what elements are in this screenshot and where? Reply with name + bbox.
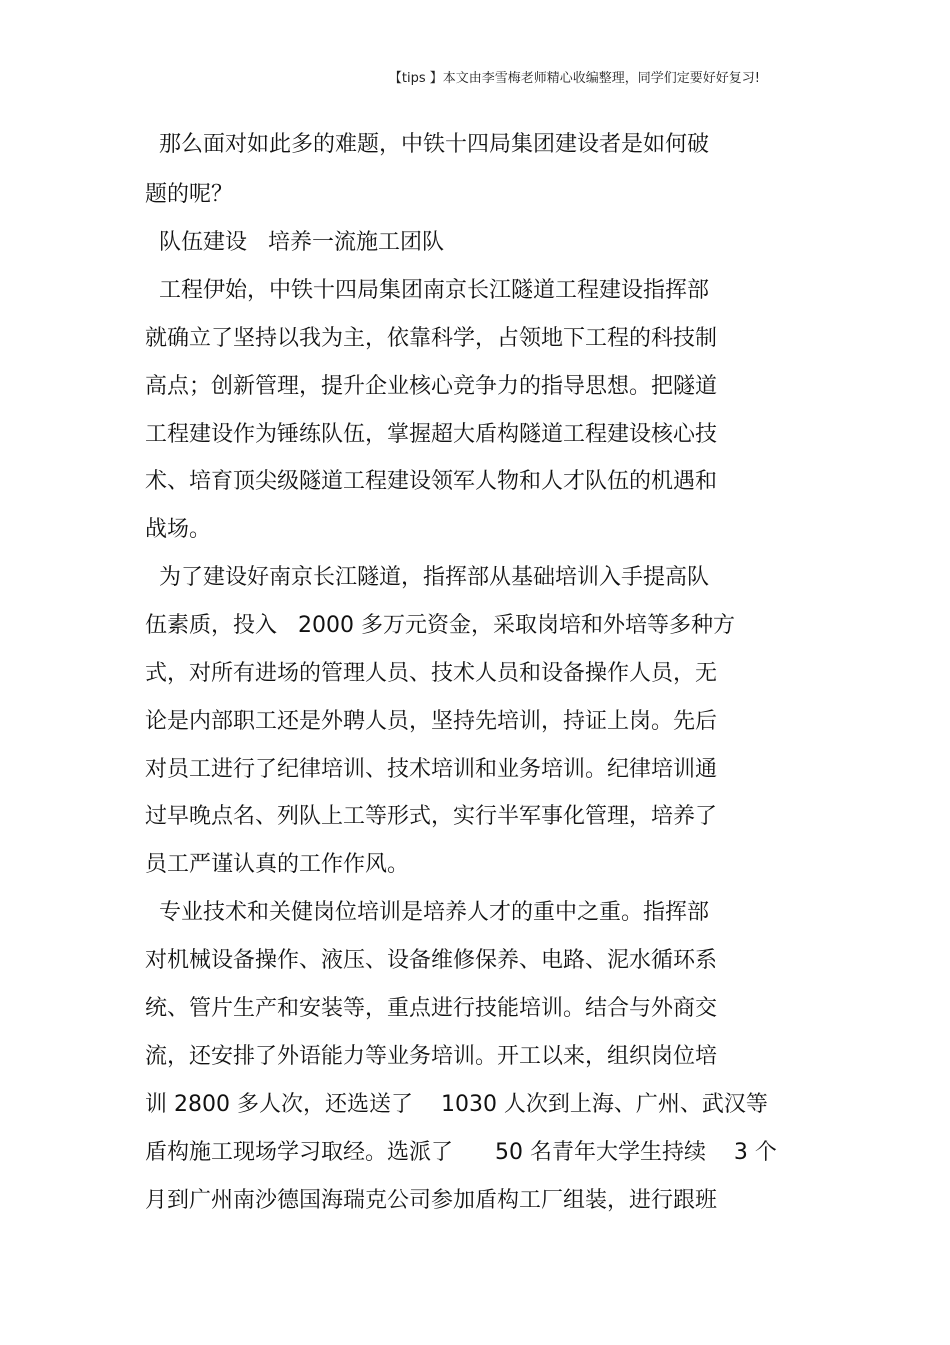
- text-line: 员工严谨认真的工作作风。: [145, 852, 410, 877]
- text-line: 统、管片生产和安装等，重点进行技能培训。结合与外商交: [145, 996, 718, 1021]
- text-line: 对员工进行了纪律培训、技术培训和业务培训。纪律培训通: [145, 757, 718, 782]
- text-line: 盾构施工现场学习取经。选派了 50 名青年大学生持续 3 个: [145, 1140, 777, 1165]
- header-tip: 【tips 】本文由李雪梅老师精心收编整理，同学们定要好好复习!: [388, 71, 760, 86]
- text-line: 术、培育顶尖级隧道工程建设领军人物和人才队伍的机遇和: [145, 469, 718, 494]
- text-line: 论是内部职工还是外聘人员，坚持先培训，持证上岗。先后: [145, 709, 718, 734]
- text-line: 过早晚点名、列队上工等形式，实行半军事化管理，培养了: [145, 804, 718, 829]
- text-line: 流，还安排了外语能力等业务培训。开工以来，组织岗位培: [145, 1044, 718, 1069]
- text-line: 就确立了坚持以我为主，依靠科学，占领地下工程的科技制: [145, 326, 718, 351]
- text-line: 训 2800 多人次，还选送了 1030 人次到上海、广州、武汉等: [145, 1092, 768, 1117]
- text-line: 月到广州南沙德国海瑞克公司参加盾构工厂组装，进行跟班: [145, 1188, 718, 1213]
- text-line: 题的呢？: [145, 182, 234, 207]
- text-line: 对机械设备操作、液压、设备维修保养、电路、泥水循环系: [145, 948, 718, 973]
- text-line: 式，对所有进场的管理人员、技术人员和设备操作人员，无: [145, 661, 718, 686]
- text-line: 战场。: [145, 517, 212, 542]
- text-line: 伍素质，投入 2000 多万元资金，采取岗培和外培等多种方: [145, 613, 735, 638]
- text-line: 工程伊始，中铁十四局集团南京长江隧道工程建设指挥部: [145, 278, 709, 303]
- text-line: 队伍建设 培养一流施工团队: [145, 230, 444, 255]
- text-line: 工程建设作为锤练队伍，掌握超大盾构隧道工程建设核心技: [145, 422, 718, 447]
- text-line: 专业技术和关健岗位培训是培养人才的重中之重。指挥部: [145, 900, 709, 925]
- text-line: 为了建设好南京长江隧道，指挥部从基础培训入手提高队: [145, 565, 709, 590]
- text-line: 高点；创新管理，提升企业核心竞争力的指导思想。把隧道: [145, 374, 718, 399]
- text-line: 那么面对如此多的难题，中铁十四局集团建设者是如何破: [145, 132, 709, 157]
